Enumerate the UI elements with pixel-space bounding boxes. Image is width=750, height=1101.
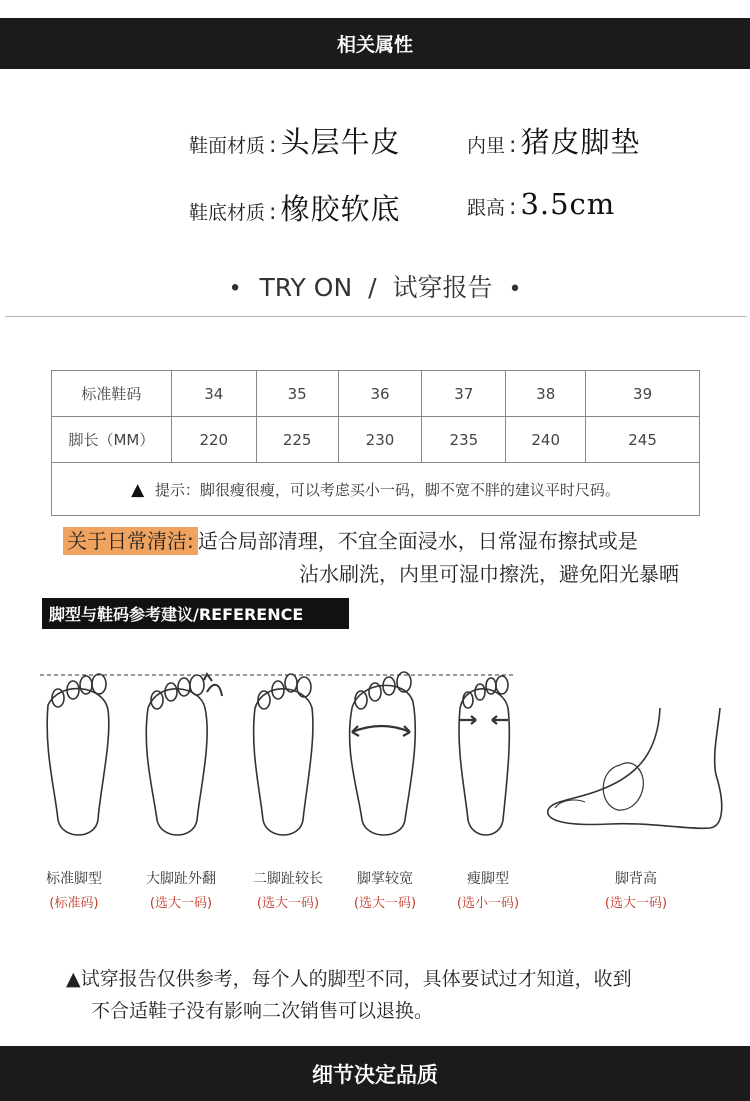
foot-type-name: 大脚趾外翻: [146, 871, 216, 887]
table-header-cell: 脚长（MM）: [52, 417, 172, 463]
length-cell: 230: [338, 417, 422, 463]
tip-text: 提示：脚很瘦很瘦，可以考虑买小一码，脚不宽不胖的建议平时尺码。: [154, 480, 620, 499]
try-on-slash: /: [368, 273, 377, 302]
foot-type-bunion: [131, 868, 231, 911]
standard-foot-icon: [47, 674, 109, 835]
section-title: 细节决定品质: [312, 1062, 438, 1087]
note-line-2: 不合适鞋子没有影响二次销售可以退换。: [91, 1000, 434, 1022]
try-on-heading: [0, 268, 750, 304]
foot-type-long-second-toe: [238, 868, 338, 911]
foot-type-name: 标准脚型: [46, 871, 102, 887]
attribute-colon: :: [509, 195, 517, 220]
size-cell: 36: [338, 371, 422, 417]
care-highlight: 关于日常清洁:: [63, 527, 198, 555]
section-title: 相关属性: [336, 34, 413, 56]
foot-type-advice: (选大一码): [604, 896, 668, 911]
foot-illustrations: [0, 640, 750, 850]
table-row: [52, 371, 700, 417]
divider: [5, 316, 747, 317]
length-cell: 235: [422, 417, 506, 463]
size-cell: 37: [422, 371, 506, 417]
attribute-value: 头层牛皮: [280, 125, 401, 159]
attribute-label: 鞋面材质: [189, 135, 266, 157]
size-cell: 39: [586, 371, 700, 417]
bunion-foot-icon: [146, 674, 222, 835]
high-instep-foot-icon: [548, 708, 722, 828]
size-table: [51, 370, 700, 516]
care-line-1: 适合局部清理，不宜全面浸水，日常湿布擦拭或是: [197, 529, 638, 553]
disclaimer-note: [66, 963, 632, 996]
attribute-colon: :: [269, 133, 277, 158]
foot-type-wide: [335, 868, 435, 911]
attribute-heel-height: [467, 187, 615, 221]
attribute-label: 跟高: [467, 197, 506, 219]
foot-type-advice: (选小一码): [456, 896, 520, 911]
foot-type-name: 二脚趾较长: [253, 871, 323, 887]
attribute-value: 猪皮脚垫: [520, 125, 641, 159]
foot-type-thin: [438, 868, 538, 911]
foot-type-advice: (选大一码): [353, 896, 417, 911]
foot-type-high-instep: [586, 868, 686, 911]
care-line-2: 沾水刷洗，内里可湿巾擦洗，避免阳光暴晒: [299, 562, 679, 586]
foot-type-name: 脚掌较宽: [357, 871, 413, 887]
foot-type-name: 脚背高: [615, 871, 657, 887]
length-cell: 220: [171, 417, 256, 463]
reference-banner: [42, 598, 349, 629]
foot-type-advice: (标准码): [49, 896, 99, 911]
size-cell: 38: [506, 371, 586, 417]
attribute-label: 内里: [467, 135, 506, 157]
attribute-sole-material: [189, 187, 400, 228]
foot-type-name: 瘦脚型: [467, 871, 509, 887]
section-header-attributes: [0, 18, 750, 69]
length-cell: 245: [586, 417, 700, 463]
table-row: [52, 417, 700, 463]
attribute-colon: :: [509, 133, 517, 158]
attribute-lining: [467, 120, 640, 161]
foot-type-advice: (选大一码): [256, 896, 320, 911]
table-header-cell: 标准鞋码: [52, 371, 172, 417]
warning-triangle-icon: ▲: [131, 479, 145, 500]
size-cell: 34: [171, 371, 256, 417]
attribute-upper-material: [189, 120, 400, 161]
care-instructions: [63, 524, 638, 559]
size-tip: [52, 463, 700, 516]
foot-type-advice: (选大一码): [149, 896, 213, 911]
wide-foot-icon: [350, 672, 416, 835]
length-cell: 240: [506, 417, 586, 463]
section-header-details: [0, 1046, 750, 1101]
warning-triangle-icon: ▲: [66, 968, 81, 990]
note-line-1: 试穿报告仅供参考，每个人的脚型不同，具体要试过才知道，收到: [80, 968, 632, 990]
table-row: [52, 463, 700, 516]
attribute-label: 鞋底材质: [189, 202, 266, 224]
bullet-icon: •: [228, 276, 242, 302]
long-second-toe-foot-icon: [254, 674, 313, 835]
attribute-value: 橡胶软底: [280, 192, 401, 226]
thin-foot-icon: [459, 676, 509, 835]
length-cell: 225: [256, 417, 338, 463]
attribute-value: 3.5cm: [520, 187, 616, 221]
try-on-cn: 试穿报告: [392, 273, 493, 302]
bullet-icon: •: [508, 276, 522, 302]
foot-type-standard: [24, 868, 124, 911]
try-on-en: TRY ON: [259, 273, 353, 302]
attribute-colon: :: [269, 200, 277, 225]
reference-title: 脚型与鞋码参考建议/REFERENCE: [49, 605, 304, 624]
size-cell: 35: [256, 371, 338, 417]
